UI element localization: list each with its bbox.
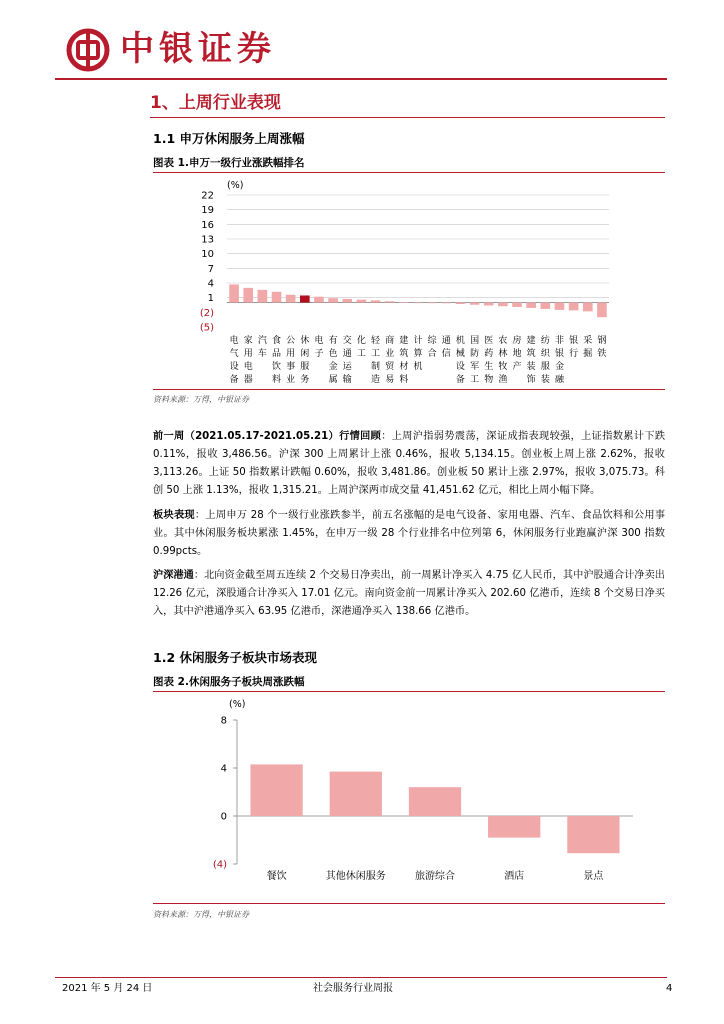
chart1-category-label-char: 钢 [597, 336, 607, 346]
chart1-y-ticks [200, 191, 214, 334]
chart1-category-label-char: 电 [243, 362, 253, 372]
figure-2-bottom-rule [153, 903, 665, 904]
chart1-category-label-char: 合 [427, 349, 437, 359]
chart1-bar [258, 290, 268, 303]
chart1-x-labels [230, 334, 607, 385]
chart1-ytick-label: (2) [199, 307, 214, 319]
chart1-bar [371, 300, 381, 302]
chart1-category-label-char: 属 [328, 375, 338, 385]
figure-1-top-rule [153, 172, 665, 173]
chart1-category-label-char: 筑 [399, 349, 409, 359]
chart1-ytick-label: 1 [207, 293, 214, 305]
chart1-category-label-char: 装 [526, 362, 536, 372]
chart1-bar [229, 284, 239, 302]
chart1-category-label-char: 织 [540, 349, 550, 359]
subsection-title-2: 1.2 休闲服务子板块市场表现 [153, 650, 317, 665]
chart1-category-label-char: 银 [554, 349, 564, 359]
chart1-category-label-char: 农 [498, 336, 508, 346]
chart1-category-label-char: 林 [498, 349, 508, 359]
chart1-bar [272, 292, 282, 303]
chart1-category-label-char: 公 [286, 336, 296, 346]
chart1-category-label-char: 色 [328, 349, 338, 359]
chart1-ytick-label: (5) [199, 322, 214, 334]
chart1-category-label-char: 银 [569, 336, 579, 346]
chart1-category-label-char: 制 [371, 362, 381, 372]
footer-page-number: 4 [666, 983, 673, 994]
chart2-bar [488, 816, 540, 838]
chart1-category-label-char: 事 [286, 362, 296, 372]
chart1-bar [484, 303, 494, 306]
chart1-bar [583, 303, 593, 312]
chart1-category-label-char: 有 [328, 336, 338, 346]
chart1-category-label-char: 建 [399, 336, 409, 346]
chart2-bar [330, 772, 382, 816]
chart2-category-label: 景点 [583, 871, 604, 882]
chart2-ytick-label: 8 [220, 715, 227, 727]
chart1-bar [328, 298, 338, 302]
chart1-category-label-char: 设 [455, 362, 465, 372]
chart1-category-label-char: 工 [371, 349, 381, 359]
chart1-category-label-char: 输 [342, 375, 352, 385]
chart1-category-label-char: 建 [526, 336, 536, 346]
chart1-category-label-char: 融 [554, 375, 564, 385]
chart1-bar [597, 303, 607, 318]
chart1-bar [470, 303, 480, 305]
chart1-bar [441, 303, 451, 304]
chart1-category-label-char: 车 [257, 349, 267, 359]
chart1-bar [555, 303, 565, 310]
subsection-title-1: 1.1 申万休闲服务上周涨幅 [153, 131, 305, 146]
industry-ranking-chart [153, 176, 665, 388]
chart1-ytick-label: 22 [201, 190, 214, 202]
chart1-category-label-char: 牧 [498, 362, 508, 372]
chart1-category-label-char: 轻 [371, 336, 381, 346]
figure-1-source: 资料来源：万得，中银证券 [153, 395, 249, 404]
chart1-category-label-char: 计 [413, 336, 423, 346]
chart2-bar [409, 787, 461, 816]
chart1-bar [399, 302, 409, 303]
chart1-ytick-label: 16 [201, 219, 214, 231]
chart1-category-label-char: 采 [583, 336, 593, 346]
chart1-category-label-char: 饰 [526, 375, 536, 385]
chart1-bar [300, 295, 310, 302]
chart1-category-label-char: 通 [441, 336, 451, 346]
chart1-category-label-char: 筑 [526, 349, 536, 359]
chart1-category-label-char: 造 [371, 375, 381, 385]
chart1-category-label-char: 品 [272, 349, 282, 359]
chart1-bar [413, 303, 423, 304]
chart1-category-label-char: 铁 [597, 349, 607, 359]
chart1-category-label-char: 掘 [583, 349, 593, 359]
chart1-category-label-char: 服 [540, 362, 550, 372]
chart1-category-label-char: 药 [484, 349, 494, 359]
figure-1-bottom-rule [153, 389, 665, 390]
figure-2-source: 资料来源：万得，中银证券 [153, 910, 249, 919]
chart1-category-label-char: 设 [229, 362, 239, 372]
chart1-bar [342, 299, 352, 303]
chart1-category-label-char: 食 [272, 336, 282, 346]
chart1-bar [569, 303, 579, 311]
chart1-ytick-label: 4 [207, 278, 214, 290]
chart1-category-label-char: 算 [413, 349, 423, 359]
chart1-bar [357, 300, 367, 303]
chart1-category-label-char: 机 [455, 336, 465, 346]
chart1-category-label-char: 气 [229, 349, 239, 359]
chart1-category-label-char: 料 [399, 375, 409, 385]
chart1-category-label-char: 物 [484, 375, 494, 385]
chart1-bar [286, 295, 296, 303]
figure-2-top-rule [153, 691, 665, 692]
sector-label: 板块表现 [153, 510, 195, 521]
chart1-bar [243, 288, 253, 303]
chart1-category-label-char: 化 [356, 336, 366, 346]
section-divider [150, 117, 665, 118]
chart1-category-label-char: 料 [272, 375, 282, 385]
hk-connect-label: 沪深港通 [153, 570, 194, 581]
chart1-category-label-char: 综 [427, 336, 437, 346]
chart1-grid [227, 195, 609, 303]
figure-title-1: 图表 1.申万一级行业涨跌幅排名 [153, 157, 305, 169]
footer-divider [55, 977, 667, 978]
chart1-category-label-char: 金 [554, 362, 564, 372]
chart2-category-label: 餐饮 [266, 871, 287, 882]
footer-date: 2021 年 5 月 24 日 [62, 983, 153, 994]
sector-paragraph [153, 507, 665, 561]
chart2-ytick-label: (4) [212, 859, 227, 871]
chart1-category-label-char: 医 [484, 336, 494, 346]
chart1-category-label-char: 电 [229, 336, 239, 346]
figure-title-2: 图表 2.休闲服务子板块周涨跌幅 [153, 676, 305, 688]
chart1-category-label-char: 闲 [300, 349, 310, 359]
chart1-ytick-label: 13 [201, 234, 214, 246]
chart2-category-label: 其他休闲服务 [325, 871, 386, 882]
header-divider [55, 78, 667, 80]
chart1-ytick-label: 7 [207, 263, 214, 275]
chart1-bar [385, 301, 395, 302]
chart1-category-label-char: 用 [286, 349, 296, 359]
leisure-subsector-chart [153, 695, 665, 900]
chart1-category-label-char: 信 [441, 349, 451, 359]
chart1-category-label-char: 务 [300, 375, 310, 385]
review-paragraph [153, 428, 665, 500]
chart2-unit-label: (%) [229, 699, 246, 710]
chart1-category-label-char: 国 [470, 336, 480, 346]
chart2-ytick-label: 0 [220, 811, 227, 823]
chart1-ytick-label: 19 [201, 205, 214, 217]
chart1-category-label-char: 地 [512, 349, 522, 359]
chart2-bar [567, 816, 619, 853]
chart1-bar [456, 303, 466, 304]
chart1-category-label-char: 业 [385, 349, 395, 359]
chart2-x-labels [267, 869, 605, 882]
boc-logo-icon [66, 28, 110, 72]
chart1-category-label-char: 渔 [498, 375, 508, 385]
chart1-category-label-char: 行 [569, 349, 579, 359]
chart1-category-label-char: 子 [314, 349, 324, 359]
chart1-bar [314, 297, 324, 303]
chart2-ytick-label: 4 [220, 763, 227, 775]
hk-connect-paragraph [153, 567, 665, 621]
chart1-category-label-char: 汽 [257, 336, 267, 346]
chart1-category-label-char: 备 [229, 375, 239, 385]
chart1-category-label-char: 机 [413, 362, 423, 372]
review-text: ：上周沪指弱势震荡，深证成指表现较强，上证指数累计下跌 0.11%，报收 3,486.56。沪深 300 上周累计上涨 0.46%，报收 5,134.15。创业板上周上涨 2.62%，报收 3,113.26。上证 50 指数累计跌幅 0.60%，报收 3,481.86。创业板 50 累计上涨 2.97%，报收 3,075.73。科创 50 上涨 1.13%，报收 1,315.21。上周沪深两市成交量 41,451.62 亿元，相比上周小幅下降。 [153, 431, 666, 496]
chart1-unit-label: (%) [227, 180, 244, 191]
chart1-bar [541, 303, 551, 309]
chart1-category-label-char: 材 [399, 362, 409, 372]
chart1-ytick-label: 10 [201, 249, 214, 261]
footer-report-name: 社会服务行业周报 [313, 983, 393, 994]
chart1-category-label-char: 运 [342, 362, 352, 372]
chart1-category-label-char: 电 [314, 336, 324, 346]
chart1-category-label-char: 生 [484, 362, 494, 372]
chart1-category-label-char: 服 [300, 362, 310, 372]
chart2-category-label: 旅游综合 [415, 871, 455, 882]
chart1-category-label-char: 业 [286, 375, 296, 385]
chart1-category-label-char: 用 [243, 349, 253, 359]
chart1-category-label-char: 工 [470, 375, 480, 385]
chart1-category-label-char: 易 [385, 375, 395, 385]
chart1-category-label-char: 交 [342, 336, 352, 346]
chart1-category-label-char: 产 [512, 362, 522, 372]
chart1-category-label-char: 饮 [272, 362, 282, 372]
chart1-bar [427, 303, 437, 304]
review-label: 前一周（2021.05.17-2021.05.21）行情回顾 [153, 431, 382, 442]
chart1-category-label-char: 通 [342, 349, 352, 359]
chart1-category-label-char: 商 [385, 336, 395, 346]
chart1-bar [512, 303, 522, 307]
chart1-category-label-char: 防 [470, 349, 480, 359]
chart1-bars [229, 284, 606, 317]
chart1-category-label-char: 贸 [385, 362, 395, 372]
hk-connect-text: ：北向资金截至周五连续 2 个交易日净卖出，前一周累计净买入 4.75 亿人民币，其中沪股通合计净卖出 12.26 亿元，深股通合计净买入 17.01 亿元。南向资金前一周累计净买入 202.60 亿港币，连续 8 个交易日净买入，其中沪港通净买入 63.95 亿港币，深港通净买入 138.66 亿港币。 [153, 570, 665, 617]
chart1-category-label-char: 休 [300, 336, 310, 346]
section-title: 1、上周行业表现 [150, 93, 281, 113]
brand-name: 中银证券 [120, 29, 276, 69]
chart1-category-label-char: 非 [554, 336, 564, 346]
chart1-category-label-char: 房 [512, 336, 522, 346]
chart1-category-label-char: 家 [243, 336, 253, 346]
chart1-category-label-char: 备 [455, 375, 465, 385]
chart1-category-label-char: 器 [243, 375, 253, 385]
chart1-category-label-char: 军 [470, 362, 480, 372]
chart2-bars [250, 764, 619, 853]
chart1-bar [498, 303, 508, 307]
sector-text: ：上周申万 28 个一级行业涨跌参半，前五名涨幅的是电气设备、家用电器、汽车、食品饮料和公用事业。其中休闲服务板块累涨 1.45%，在申万一级 28 个行业排名中位列第 6，休闲服务行业跑赢沪深 300 指数 0.99pcts。 [153, 510, 666, 557]
chart1-category-label-char: 工 [356, 349, 366, 359]
chart1-category-label-char: 金 [328, 362, 338, 372]
chart1-category-label-char: 纺 [540, 336, 550, 346]
chart1-category-label-char: 装 [540, 375, 550, 385]
chart2-bar [250, 764, 302, 816]
chart1-bar [526, 303, 536, 308]
chart2-category-label: 酒店 [504, 871, 525, 882]
chart1-category-label-char: 械 [455, 349, 465, 359]
